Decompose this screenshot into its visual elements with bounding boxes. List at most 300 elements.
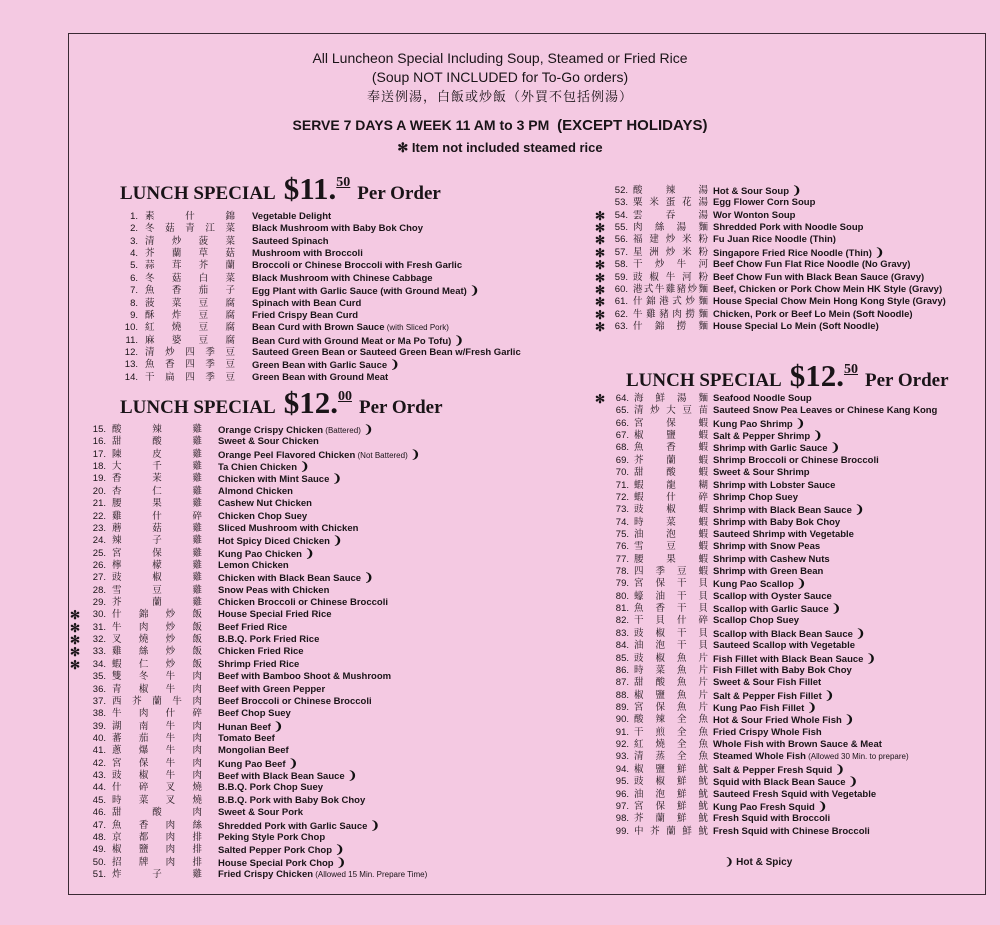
item-chinese-name: 魚 香 茄 子 [145,285,235,297]
item-chinese-name: 粟 米 蛋 花 湯 [633,197,708,209]
item-chinese-name: 時 菜 蝦 [634,516,708,528]
item-chinese-name: 蘑 菇 雞 [112,522,202,534]
item-english-text: Kung Pao Chicken [218,548,302,560]
item-chinese-name: 清 炒 菠 菜 [145,235,235,247]
item-english-text: Mushroom with Broccoli [252,248,363,260]
item-number: 62. [614,308,628,320]
menu-item [595,197,985,209]
menu-item [104,359,504,371]
header-line-1: All Luncheon Special Including Soup, Steamed or Fried Rice [312,50,688,66]
menu-item [70,820,490,832]
item-chinese-name: 豉 椒 雞 [112,572,202,584]
item-chinese-name: 宮 保 牛 肉 [112,757,202,769]
item-number: 65. [615,405,629,417]
item-english-text: Fresh Squid with Chinese Broccoli [713,825,870,837]
menu-item [70,807,490,819]
item-chinese-name: 雲 吞 湯 [633,209,708,221]
menu-item [70,424,490,436]
item-chinese-name: 甜 酸 蝦 [634,467,708,479]
menu-item [595,234,985,246]
item-english-text: Chicken with Mint Sauce [218,474,330,486]
hot-spicy-icon: ❩ [874,246,885,259]
item-english-text: Chicken Broccoli or Chinese Broccoli [218,597,388,609]
rice-note-text: Item not included steamed rice [411,140,603,155]
item-number: 73. [615,504,629,516]
item-english-name [252,211,331,223]
item-chinese-name: 辣 子 雞 [112,535,202,547]
item-english-text: Lemon Chicken [218,559,289,571]
item-number: 84. [615,640,629,652]
item-chinese-name: 青 椒 牛 肉 [112,683,202,695]
item-english-name [713,764,845,777]
section-cents: 50 [843,362,858,377]
item-english-name [713,455,879,467]
item-chinese-name: 湖 南 牛 肉 [112,720,202,732]
star-icon: ✻ [397,140,409,155]
item-english-text: Shrimp with Garlic Sauce [713,443,828,455]
menu-item [70,758,490,770]
item-english-text: Sauteed Snow Pea Leaves or Chinese Kang Kong [713,405,938,417]
menu-item [595,284,985,296]
item-english-name [713,554,830,566]
item-english-text: Scallop with Garlic Sauce [713,604,829,616]
item-english-name [252,372,388,384]
item-number: 28. [92,584,106,596]
item-english-name [218,671,391,683]
item-note: (Allowed 30 Min. to prepare) [805,752,909,762]
item-number: 8. [130,297,138,309]
hot-spicy-icon: ❩ [807,701,817,714]
menu-item [595,640,985,652]
item-chinese-name: 中 芥 蘭 鮮 魷 [634,825,708,837]
menu-item [595,222,985,234]
item-number: 10. [124,322,138,334]
item-number: 61. [614,296,628,308]
item-number: 81. [615,603,629,615]
item-chinese-name: 油 泡 鮮 魷 [634,788,708,800]
item-english-text: Sweet & Sour Pork [218,807,303,819]
item-chinese-name: 紅 燒 豆 腐 [145,322,235,334]
no-rice-star-icon: ✻ [595,258,606,273]
no-rice-star-icon: ✻ [595,392,606,406]
item-number: 41. [92,745,106,757]
item-english-name [713,615,799,627]
item-english-name [218,869,427,881]
item-english-name [218,659,299,671]
item-number: 19. [92,473,106,485]
item-chinese-name: 芥 蘭 蝦 [634,454,708,466]
item-english-name [713,185,801,198]
item-chinese-name: 椒 鹽 肉 排 [112,844,202,856]
item-chinese-name: 港 式 牛 雞 豬 炒 麵 [633,283,708,295]
item-chinese-name: 雪 豆 雞 [112,584,202,596]
item-number: 9. [130,309,138,321]
item-chinese-name: 蝦 仁 炒 飯 [112,658,202,670]
header-line-chinese: 奉送例湯，白飯或炒飯（外買不包括例湯） [366,89,633,104]
item-chinese-name: 甜 酸 魚 片 [634,677,708,689]
item-chinese-name: 冬 菇 青 江 菜 [145,223,235,235]
menu-item [104,372,504,384]
item-number: 53. [614,197,628,209]
item-number: 20. [92,485,106,497]
item-number: 27. [92,572,106,584]
item-english-name [713,393,812,405]
hot-spicy-icon: ❩ [364,572,374,585]
item-english-name [713,504,864,517]
item-english-text: Black Mushroom with Baby Bok Choy [252,223,424,235]
item-english-name [713,517,840,529]
menu-item [595,430,985,442]
item-chinese-name: 蠔 油 干 貝 [634,590,708,602]
item-number: 92. [615,739,629,751]
item-number: 30. [92,609,106,621]
item-number: 82. [615,615,629,627]
item-english-name [218,721,283,734]
item-english-text: Shredded Pork with Garlic Sauce [218,820,368,832]
menu-item [70,844,490,856]
item-number: 11. [125,334,138,346]
item-english-name [252,236,329,248]
item-chinese-name: 腰 果 雞 [112,498,202,510]
no-rice-star-icon: ✻ [595,233,606,248]
menu-item [70,449,490,461]
item-number: 22. [92,510,106,522]
item-number: 54. [614,209,628,221]
item-number: 23. [92,522,106,534]
item-english-text: Fish Fillet with Baby Bok Choy [713,664,852,676]
menu-item [70,721,490,733]
menu-item [70,560,490,572]
legend [725,857,792,868]
item-english-text: Sliced Mushroom with Chicken [218,522,359,534]
item-number: 50. [92,856,106,868]
menu-item [70,461,490,473]
item-english-text: Tomato Beef [218,732,275,744]
item-english-name [713,442,840,455]
item-number: 80. [615,590,629,602]
menu-item [104,223,504,235]
item-chinese-name: 宮 保 雞 [112,547,202,559]
item-number: 2. [130,223,138,235]
item-english-text: Chicken Fried Rice [218,646,304,658]
item-english-name [713,430,822,443]
item-number: 96. [615,788,629,800]
item-chinese-name: 腰 果 蝦 [634,553,708,565]
item-note: (with Sliced Pork) [384,323,449,333]
item-chinese-name: 清 炒 大 豆 苗 [634,405,708,417]
hot-spicy-icon: ❩ [866,652,876,665]
item-english-name [713,541,820,553]
item-english-text: Salted Pepper Pork Chop [218,845,333,857]
no-rice-star-icon: ✻ [70,633,81,648]
menu-item [70,523,490,535]
item-chinese-name: 干 扁 四 季 豆 [145,371,235,383]
item-number: 52. [614,185,628,196]
item-number: 24. [92,535,106,547]
item-chinese-name: 雙 冬 牛 肉 [112,671,202,683]
item-english-name [252,359,399,372]
item-number: 94. [615,763,629,775]
item-number: 63. [614,320,628,332]
item-english-text: Steamed Whole Fish [713,751,806,763]
item-english-name [218,486,293,498]
item-english-text: Sauteed Fresh Squid with Vegetable [713,788,877,800]
no-rice-star-icon: ✻ [595,295,606,310]
item-number: 69. [615,454,629,466]
item-number: 14. [124,371,138,383]
item-chinese-name: 冬 菇 白 菜 [145,272,235,284]
item-english-name [713,247,884,260]
item-chinese-name: 蝦 龍 糊 [634,479,708,491]
menu-item [595,751,985,763]
item-number: 7. [130,285,138,297]
item-english-text: House Special Lo Mein (Soft Noodle) [713,320,879,332]
item-number: 18. [92,461,106,473]
item-english-name [252,223,423,235]
item-chinese-name: 麻 婆 豆 腐 [145,334,235,346]
item-chinese-name: 魚 香 干 貝 [634,603,708,615]
item-number: 3. [130,235,138,247]
item-chinese-name: 芥 蘭 草 菇 [145,248,235,260]
item-english-text: Fried Crispy Chicken [218,868,314,880]
item-english-text: Cashew Nut Chicken [218,498,312,510]
item-english-text: Hot & Sour Fried Whole Fish [713,715,842,727]
item-english-name [218,857,346,870]
item-english-text: Shrimp with Black Bean Sauce [713,505,852,517]
item-english-text: Almond Chicken [218,485,293,497]
item-number: 48. [92,831,106,843]
item-number: 39. [92,720,106,732]
item-english-text: Kung Pao Shrimp [713,418,793,430]
menu-item [595,727,985,739]
item-english-text: B.B.Q. Pork Fried Rice [218,634,320,646]
hot-spicy-icon: ❩ [796,578,806,591]
item-chinese-name: 椒 鹽 蝦 [634,430,708,442]
item-english-name [713,813,830,825]
item-number: 6. [130,272,138,284]
item-number: 49. [92,844,106,856]
item-english-name [252,322,449,334]
item-english-text: House Special Fried Rice [218,609,332,621]
section-title-a [120,173,441,204]
item-chinese-name: 魚 香 蝦 [634,442,708,454]
item-chinese-name: 豉 椒 鮮 魷 [634,776,708,788]
menu-item [595,776,985,788]
menu-item [595,554,985,566]
menu-item [104,273,504,285]
hot-spicy-icon: ❩ [347,770,357,783]
section-label: LUNCH SPECIAL [120,397,276,418]
item-english-text: Singapore Fried Rice Noodle (Thin) [713,247,872,259]
item-number: 35. [92,671,106,683]
item-english-text: Hot & Sour Soup [713,186,789,197]
menu-item [70,609,490,621]
header-line-2: (Soup NOT INCLUDED for To-Go orders) [371,69,629,85]
item-number: 44. [92,782,106,794]
item-chinese-name: 芥 蘭 鮮 魷 [634,813,708,825]
item-english-text: Sweet & Sour Chicken [218,436,319,448]
item-chinese-name: 宮 保 魚 片 [634,701,708,713]
item-english-text: Fu Juan Rice Noodle (Thin) [713,234,836,246]
item-number: 16. [92,436,106,448]
item-english-name [713,714,854,727]
item-english-name [252,285,479,298]
item-english-name [713,296,946,308]
item-english-text: B.B.Q. Pork Chop Suey [218,782,324,794]
section-cents: 00 [337,389,352,404]
item-english-text: B.B.Q. Pork with Baby Bok Choy [218,794,366,806]
menu-item [595,247,985,259]
hot-spicy-icon: ❩ [848,776,858,789]
menu-item [595,418,985,430]
menu-item [595,826,985,838]
item-chinese-name: 酸 辣 湯 [633,185,708,196]
item-english-name [218,634,319,646]
item-english-name [218,782,323,794]
item-english-text: Beef, Chicken or Pork Chow Mein HK Style (Gravy) [713,283,943,295]
menu-list-a [104,211,521,384]
item-chinese-name: 蒜 茸 芥 蘭 [145,260,235,272]
item-number: 75. [615,528,629,540]
menu-item [595,529,985,541]
hot-spicy-icon: ❩ [854,504,865,517]
item-english-name [713,467,810,479]
item-chinese-name: 時 菜 魚 片 [634,664,708,676]
menu-item [70,622,490,634]
item-english-text: Chicken, Pork or Beef Lo Mein (Soft Noodle) [713,308,913,320]
item-number: 21. [92,498,106,510]
item-chinese-name: 豉 椒 蝦 [634,504,708,516]
item-number: 77. [615,553,629,565]
item-english-name [218,449,420,462]
item-english-name [713,603,841,616]
menu-item [595,405,985,417]
item-number: 64. [615,393,629,404]
menu-item [595,442,985,454]
item-english-name [713,702,817,715]
menu-item [595,455,985,467]
item-number: 68. [615,442,629,454]
menu-item [595,566,985,578]
item-english-text: Beef Chow Fun with Black Bean Sauce (Gravy) [713,271,925,283]
menu-item [595,615,985,627]
item-chinese-name: 什 錦 炒 飯 [112,609,202,621]
hot-spicy-icon: ❩ [725,857,734,868]
item-number: 55. [614,222,628,234]
item-english-name [218,609,332,621]
item-note: (Allowed 15 Min. Prepare Time) [313,869,428,879]
menu-item [595,739,985,751]
item-english-text: Squid with Black Bean Sauce [713,777,846,789]
item-chinese-name: 油 泡 蝦 [634,528,708,540]
section-price: $12. [789,358,844,393]
item-chinese-name: 干 煎 全 魚 [634,726,708,738]
item-english-name [713,628,865,641]
menu-item [595,714,985,726]
menu-item [70,708,490,720]
no-rice-star-icon: ✻ [595,319,606,334]
section-cents: 50 [336,175,351,190]
item-number: 15. [92,424,106,435]
hot-spicy-icon: ❩ [332,473,342,486]
item-english-name [218,461,309,474]
menu-item [595,480,985,492]
item-english-name [713,321,879,333]
menu-item [104,322,504,334]
item-number: 36. [92,683,106,695]
item-english-text: Hot Spicy Diced Chicken [218,536,330,548]
item-english-name [218,523,358,535]
hot-spicy-icon: ❩ [332,535,343,548]
item-number: 46. [92,807,106,819]
item-number: 47. [92,819,106,831]
item-english-name [252,260,462,272]
item-english-text: Scallop Chop Suey [713,615,800,627]
menu-item [595,677,985,689]
item-english-name [713,210,796,222]
menu-item [70,572,490,584]
menu-item [70,597,490,609]
item-chinese-name: 什 碎 叉 燒 [112,782,202,794]
item-number: 51. [92,868,106,880]
item-chinese-name: 菠 菜 豆 腐 [145,297,235,309]
menu-item [595,801,985,813]
item-number: 26. [92,559,106,571]
item-number: 40. [92,732,106,744]
item-english-text: Hunan Beef [218,721,271,733]
hot-spicy-icon: ❩ [844,714,854,727]
item-english-name [713,529,854,541]
item-chinese-name: 什 錦 撈 麵 [633,320,708,332]
menu-item [595,603,985,615]
item-english-text: Vegetable Delight [252,211,332,222]
item-english-text: Shrimp Fried Rice [218,658,300,670]
menu-item [70,696,490,708]
item-number: 5. [130,260,138,272]
item-english-text: Sauteed Scallop with Vegetable [713,640,856,652]
item-english-text: Beef with Green Pepper [218,683,326,695]
menu-item [70,436,490,448]
section-label: LUNCH SPECIAL [120,183,276,204]
item-english-text: Beef with Bamboo Shoot & Mushroom [218,671,392,683]
menu-item [104,346,521,359]
menu-item [595,665,985,677]
item-english-text: Beef Broccoli or Chinese Broccoli [218,695,372,707]
menu-item [595,504,985,516]
item-english-text: House Special Pork Chop [218,857,334,869]
menu-item [70,585,490,597]
item-english-text: Salt & Pepper Fresh Squid [713,764,833,776]
item-number: 32. [92,634,106,646]
item-chinese-name: 干 貝 什 碎 [634,615,708,627]
item-number: 83. [615,627,629,639]
item-chinese-name: 甜 酸 肉 [112,807,202,819]
item-note: (Battered) [323,426,361,435]
no-rice-star-icon: ✻ [70,645,81,660]
menu-list-d [595,393,985,838]
item-english-name [252,298,361,310]
menu-item [595,591,985,603]
item-english-text: Sweet & Sour Shrimp [713,467,810,479]
section-price: $12. [283,385,338,420]
item-english-name [218,733,275,745]
hot-spicy-icon: ❩ [390,359,400,372]
item-number: 29. [92,597,106,609]
menu-item [70,473,490,485]
menu-item [70,646,490,658]
item-number: 89. [615,701,629,713]
item-chinese-name: 西 芥 蘭 牛 肉 [112,695,202,707]
